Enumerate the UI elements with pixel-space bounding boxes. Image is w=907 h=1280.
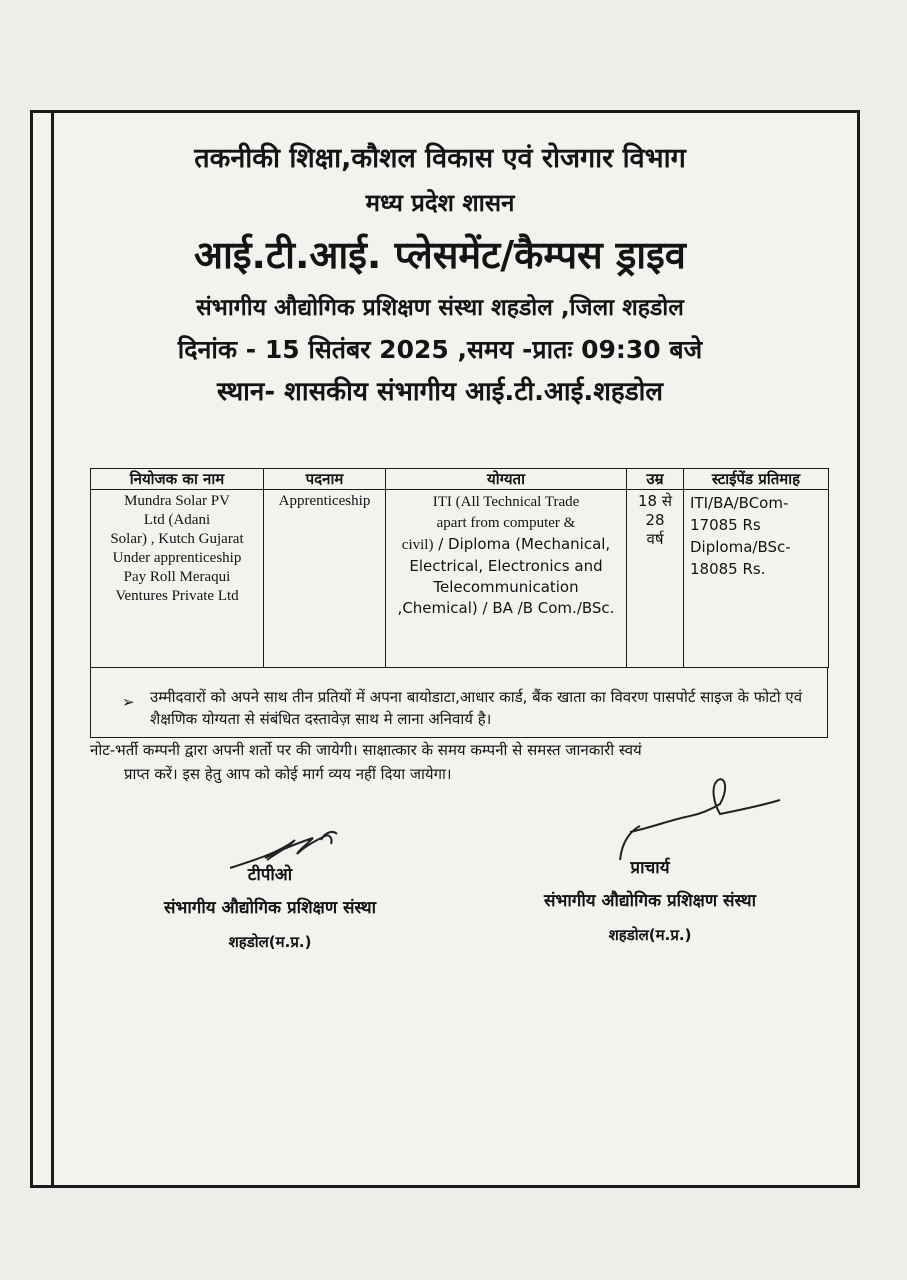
stipend-cell: ITI/BA/BCom- 17085 Rs Diploma/BSc- 18085 Rs. — [684, 490, 829, 668]
department-heading: तकनीकी शिक्षा,कौशल विकास एवं रोजगार विभाग — [194, 143, 686, 174]
col-header-stipend: स्टाईपेंड प्रतिमाह — [684, 469, 829, 490]
principal-place: शहडोल(म.प्र.) — [608, 926, 692, 944]
institute-line: संभागीय औद्योगिक प्रशिक्षण संस्था शहडोल ,जिला शहडोल — [196, 295, 684, 321]
col-header-designation: पदनाम — [264, 469, 386, 490]
table-row — [91, 490, 829, 668]
principal-title: प्राचार्य — [630, 858, 670, 878]
arrow-bullet-icon: ➢ — [122, 693, 135, 711]
government-heading: मध्य प्रदेश शासन — [365, 189, 515, 217]
event-title: आई.टी.आई. प्लेसमेंट/कैम्पस ड्राइव — [194, 233, 686, 277]
placement-table — [90, 468, 829, 668]
principal-org: संभागीय औद्योगिक प्रशिक्षण संस्था — [543, 891, 757, 911]
tpo-org: संभागीय औद्योगिक प्रशिक्षण संस्था — [163, 898, 377, 918]
tpo-signature-block — [120, 862, 420, 952]
date-time-line: दिनांक - 15 सितंबर 2025 ,समय -प्रातः 09:30 बजे — [177, 335, 703, 364]
document-requirement: उम्मीदवारों को अपने साथ तीन प्रतियों में अपना बायोडाटा,आधार कार्ड, बैंक खाता का विवरण पासपोर्ट साइज के फोटो एवं शैक्षणिक योग्यता से संबंधित दस्तावेज़ साथ मे लाना अनिवार्य है। — [150, 688, 803, 728]
tpo-title: टीपीओ — [247, 865, 293, 885]
table-header-row — [91, 469, 829, 490]
tpo-place: शहडोल(म.प्र.) — [228, 933, 312, 951]
designation-cell: Apprenticeship — [264, 490, 386, 668]
recruitment-note: नोट-भर्ती कम्पनी द्वारा अपनी शर्तो पर की जायेगी। साक्षात्कार के समय कम्पनी से समस्त जानकारी स्वयं प्राप्त करें। इस हेतु आप को कोई मार्ग व्यय नहीं दिया जायेगा। — [90, 741, 642, 783]
age-cell: 18 से 28 वर्ष — [627, 490, 684, 668]
col-header-employer: नियोजक का नाम — [91, 469, 264, 490]
qualification-cell: ITI (All Technical Trade apart from computer & civil) / Diploma (Mechanical, Electrical, Electronics and Telecommunication ,Chemical) / BA /B Com./BSc. — [386, 490, 627, 668]
col-header-qualification: योग्यता — [386, 469, 627, 490]
principal-signature-block — [500, 855, 800, 945]
col-header-age: उम्र — [627, 469, 684, 490]
venue-line: स्थान- शासकीय संभागीय आई.टी.आई.शहडोल — [216, 377, 664, 407]
employer-cell: Mundra Solar PV Ltd (Adani Solar) , Kutch Gujarat Under apprenticeship Pay Roll Meraqui Ventures Private Ltd — [91, 490, 264, 668]
